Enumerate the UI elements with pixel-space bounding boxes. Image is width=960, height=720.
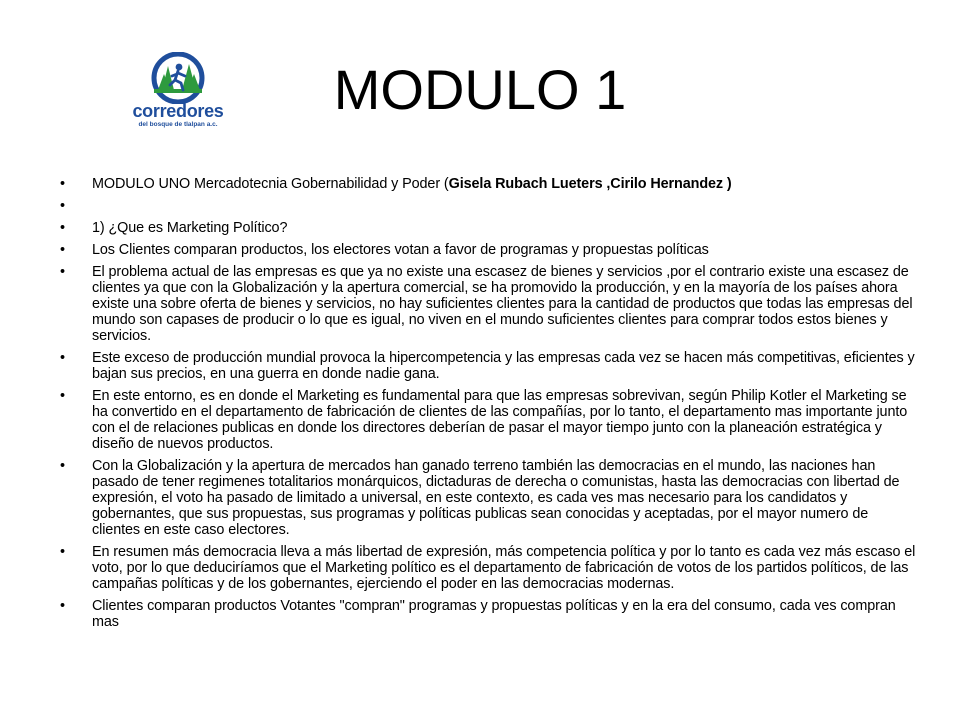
bullet-icon: • bbox=[60, 176, 65, 192]
bullet-list bbox=[60, 176, 920, 636]
list-item-text: Clientes comparan productos Votantes "compran" programas y propuestas políticas y en la era del consumo, cada ves compran mas bbox=[92, 598, 896, 630]
bullet-icon: • bbox=[60, 544, 65, 560]
bullet-icon: • bbox=[60, 458, 65, 474]
list-item-text: 1) ¿Que es Marketing Político? bbox=[92, 220, 288, 236]
list-item bbox=[60, 544, 920, 592]
bullet-icon: • bbox=[60, 220, 65, 236]
bullet-icon: • bbox=[60, 350, 65, 366]
list-item-text: En resumen más democracia lleva a más libertad de expresión, más competencia política y por lo tanto es cada vez más escaso el voto, por lo que deduciríamos que el Marketing político es el departamento de fabricación de votos de los partidos políticos, de las campañas políticas y de los gobernantes, ejerciendo el poder en las democracias modernas. bbox=[92, 544, 916, 592]
logo-subtitle: del bosque de tlalpan a.c. bbox=[138, 121, 218, 128]
bullet-icon: • bbox=[60, 198, 65, 214]
list-item bbox=[60, 350, 920, 382]
authors-text: Gisela Rubach Lueters ,Cirilo Hernandez ) bbox=[448, 176, 732, 192]
list-item-text: Este exceso de producción mundial provoca la hipercompetencia y las empresas cada vez se hacen más competitivas, eficientes y bajan sus precios, en una guerra en donde nadie gana. bbox=[92, 350, 915, 382]
bullet-icon: • bbox=[60, 388, 65, 404]
list-item bbox=[60, 264, 920, 344]
bullet-icon: • bbox=[60, 264, 65, 280]
slide-title: MODULO 1 bbox=[333, 58, 627, 121]
list-item-text: El problema actual de las empresas es que ya no existe una escasez de bienes y servicios ,por el contrario existe una escasez de clientes ya que con la Globalización y la apertura comercial, se ha promovido la producción, y en la mayoría de los países ahora existe una sobre oferta de bienes y servicios, no hay suficientes clientes para la cantidad de productos que todas las empresas del mundo son capases de producir o lo que es igual, no viven en el mundo suficientes clientes para comprar todos estos bienes y servicios. bbox=[92, 264, 913, 344]
list-item-text: MODULO UNO Mercadotecnia Gobernabilidad y Poder ( bbox=[92, 176, 449, 192]
list-item bbox=[60, 388, 920, 452]
list-item bbox=[60, 598, 920, 630]
list-item-text: Los Clientes comparan productos, los electores votan a favor de programas y propuestas políticas bbox=[92, 242, 709, 258]
list-item bbox=[60, 220, 920, 236]
list-item bbox=[60, 458, 920, 538]
list-item bbox=[60, 198, 920, 214]
bullet-icon: • bbox=[60, 242, 65, 258]
list-item-text: Con la Globalización y la apertura de mercados han ganado terreno también las democracias en el mundo, las naciones han pasado de tener regimenes totalitarios monárquicos, dictaduras de derecha o comunistas, hasta las democracias con libertad de expresión, el voto ha pasado de limitado a universal, en este contexto, es cada ves mas necesario para los candidatos y gobernantes, que sus propuestas, sus programas y políticas publicas sean conocidas y aceptadas, por el mayor numero de clientes en este caso electores. bbox=[92, 458, 900, 538]
bullet-icon: • bbox=[60, 598, 65, 614]
list-item-text: En este entorno, es en donde el Marketing es fundamental para que las empresas sobrevivan, según Philip Kotler el Marketing se ha convertido en el departamento de fabricación de clientes de las compañías, por lo tanto, el departamento mas importante junto con el de relaciones publicas en donde los directores deberían de pasar el mayor tiempo junto con la planeación estratégica y diseño de nuevos productos. bbox=[92, 388, 908, 452]
list-item bbox=[60, 242, 920, 258]
logo-wordmark: corredores bbox=[132, 101, 224, 121]
list-item bbox=[60, 176, 920, 192]
